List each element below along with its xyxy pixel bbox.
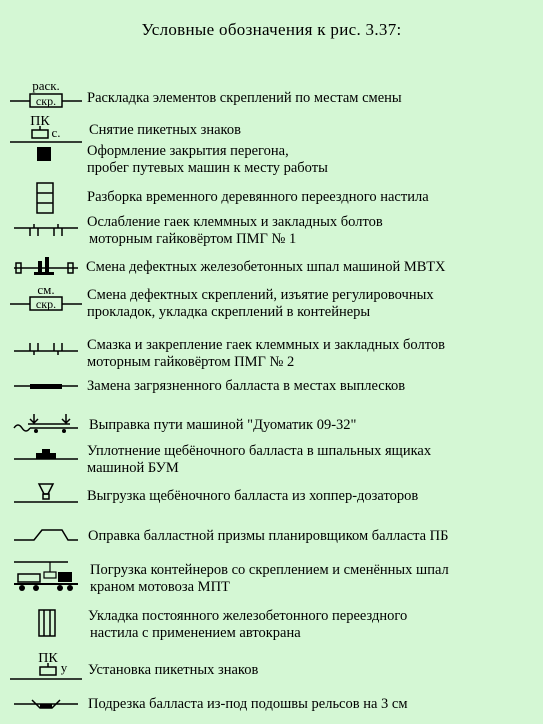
prism-dressing-icon <box>10 524 82 546</box>
legend-text-3: Оформление закрытия перегона, пробег путевых машин к месту работы <box>87 143 328 176</box>
hopper-unloading-icon <box>10 482 82 508</box>
legend-text-4: Разборка временного деревянного переездного настила <box>87 189 429 205</box>
crane-loading-icon <box>10 558 82 594</box>
label-skr: скр. <box>35 94 57 108</box>
label-pk: ПК <box>30 114 50 129</box>
legend-text-10: Выправка пути машиной "Дуоматик 09-32" <box>89 417 357 433</box>
ballast-undercut-icon <box>10 694 82 716</box>
legend-text-15: Укладка постоянного железобетонного переездного настила с применением автокрана <box>88 608 408 641</box>
nut-tightening-icon <box>10 337 82 367</box>
legend-text-2: Снятие пикетных знаков <box>89 122 241 138</box>
distribution-icon <box>10 78 82 109</box>
fastening-replacement-icon <box>10 284 82 314</box>
legend-text-1: Раскладка элементов скреплений по местам смены <box>87 90 402 106</box>
legend-text-7: Смена дефектных скреплений, изъятие регулировочных прокладок, укладка скреплений в контейнеры <box>87 287 434 320</box>
legend-text-9: Замена загрязненного балласта в местах выплесков <box>87 378 406 394</box>
track-alignment-icon <box>10 412 82 438</box>
label-pk-2: ПК <box>38 651 58 666</box>
legend-text-14: Погрузка контейнеров со скреплением и сменённых шпал краном мотовоза МПТ <box>90 562 449 595</box>
label-rask: раск. <box>32 78 60 93</box>
legend-text-6: Смена дефектных железобетонных шпал машиной МВТХ <box>86 259 446 275</box>
label-sm: см. <box>37 282 55 297</box>
label-c: с. <box>51 125 61 140</box>
legend-text-8: Смазка и закрепление гаек клеммных и закладных болтов моторным гайковёртом ПМГ № 2 <box>87 337 445 370</box>
crossing-laying-icon <box>10 608 82 638</box>
ballast-compaction-icon <box>10 443 82 469</box>
filled-square-icon <box>10 143 82 177</box>
nut-loosening-icon <box>10 214 82 244</box>
legend-text-17: Подрезка балласта из-под подошвы рельсов на 3 см <box>88 696 408 712</box>
crossing-dismantle-icon <box>10 181 82 215</box>
page-title: Условные обозначения к рис. 3.37: <box>141 20 402 39</box>
ballast-replacement-icon <box>10 378 82 398</box>
legend-text-5: Ослабление гаек клеммных и закладных болтов моторным гайковёртом ПМГ № 1 <box>87 214 383 247</box>
label-y: у <box>60 660 68 675</box>
picket-install-icon <box>10 650 82 682</box>
sleeper-replacement-icon <box>10 253 82 283</box>
legend-text-13: Оправка балластной призмы планировщиком балласта ПБ <box>88 528 449 544</box>
legend-text-16: Установка пикетных знаков <box>88 662 259 678</box>
picket-removal-icon <box>10 113 82 145</box>
label-skr-2: скр. <box>35 297 57 311</box>
legend-text-12: Выгрузка щебёночного балласта из хоппер-дозаторов <box>87 488 419 504</box>
legend-text-11: Уплотнение щебёночного балласта в шпальных ящиках машиной БУМ <box>87 443 432 476</box>
